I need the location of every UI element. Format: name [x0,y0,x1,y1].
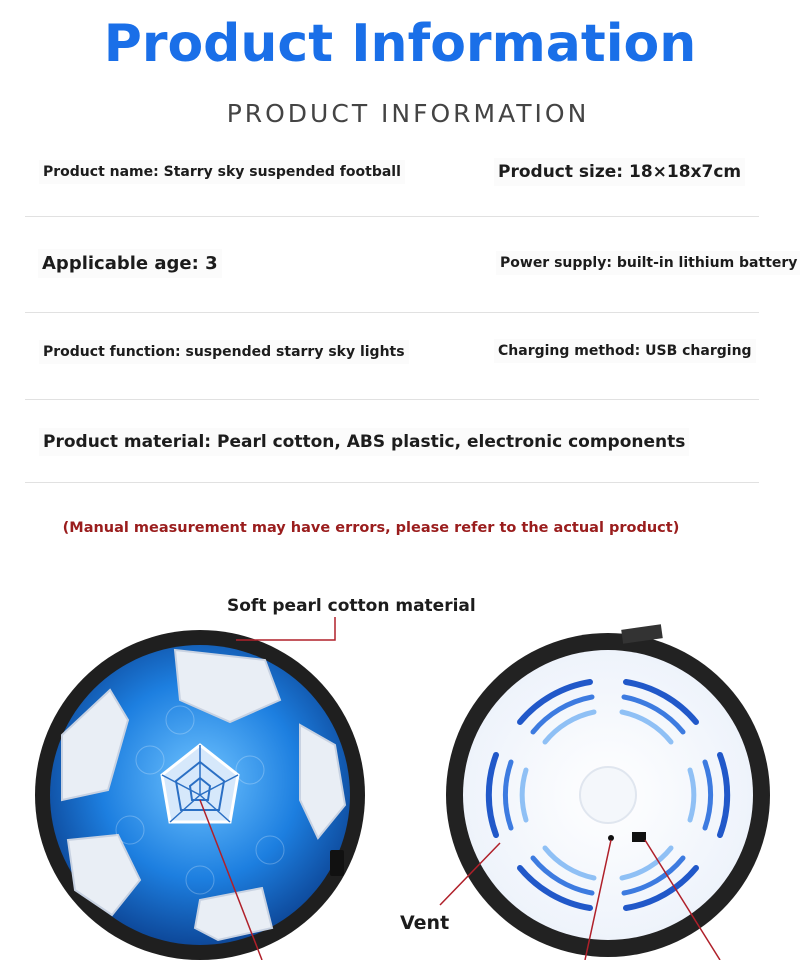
divider [25,216,759,217]
divider [25,312,759,313]
product-illustration [0,560,800,960]
spec-applicable-age: Applicable age: 3 [38,249,222,278]
divider [25,482,759,483]
page-subtitle: PRODUCT INFORMATION [226,99,590,128]
callout-soft-pearl-cotton: Soft pearl cotton material [227,596,476,616]
ball-bottom-view [446,624,770,957]
leader-line [236,617,335,640]
power-switch [632,832,646,842]
callout-vent: Vent [400,912,450,934]
spec-product-material: Product material: Pearl cotton, ABS plastic, electronic components [39,428,689,456]
center-hub [580,767,636,823]
spec-product-function: Product function: suspended starry sky lights [39,340,409,364]
spec-product-name: Product name: Starry sky suspended football [39,160,405,184]
divider [25,399,759,400]
spec-charging-method: Charging method: USB charging [494,339,756,363]
spec-power-supply: Power supply: built-in lithium battery [496,251,800,275]
measurement-note: (Manual measurement may have errors, please refer to the actual product) [62,520,680,536]
spec-product-size: Product size: 18×18x7cm [494,158,745,186]
page-title: Product Information [103,14,697,74]
ball-top-view [35,630,365,960]
